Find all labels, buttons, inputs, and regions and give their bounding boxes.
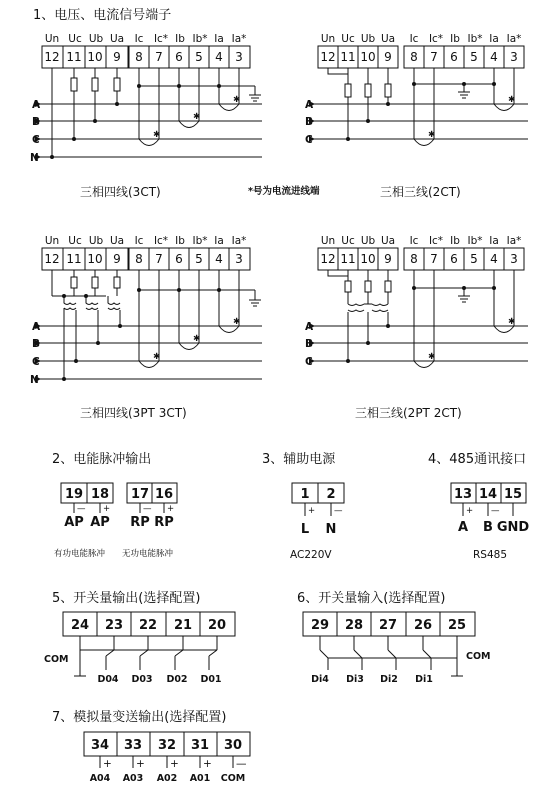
svg-text:7: 7 — [155, 50, 163, 64]
svg-text:C: C — [305, 356, 313, 368]
svg-text:11: 11 — [66, 252, 82, 266]
svg-text:Un: Un — [320, 235, 336, 247]
svg-text:27: 27 — [378, 618, 398, 633]
svg-text:+: + — [103, 504, 111, 514]
svg-text:12: 12 — [320, 50, 336, 64]
svg-text:15: 15 — [503, 487, 523, 502]
svg-text:Uc: Uc — [341, 33, 355, 45]
diagram-3p3w-2ct — [305, 33, 528, 146]
svg-text:8: 8 — [410, 50, 418, 64]
svg-text:Ia*: Ia* — [506, 235, 522, 247]
section1-title: 1、电压、电流信号端子 — [33, 8, 172, 23]
label-ub: Ub — [88, 33, 104, 45]
svg-text:A: A — [32, 321, 41, 333]
svg-text:✱: ✱ — [233, 317, 241, 327]
svg-text:Ia*: Ia* — [231, 33, 247, 45]
svg-text:B: B — [32, 338, 41, 350]
svg-text:Ia: Ia — [489, 235, 499, 247]
svg-text:4: 4 — [490, 252, 498, 266]
section4-title: 4、485通讯接口 — [428, 452, 527, 467]
svg-text:28: 28 — [344, 618, 364, 633]
svg-text:Ic: Ic — [409, 235, 419, 247]
svg-text:RP: RP — [154, 515, 174, 530]
section3-title: 3、辅助电源 — [262, 452, 336, 467]
svg-text:Ib: Ib — [175, 235, 185, 247]
svg-text:A04: A04 — [89, 773, 111, 784]
svg-text:10: 10 — [87, 252, 103, 266]
svg-text:5: 5 — [470, 50, 478, 64]
svg-text:7: 7 — [430, 252, 438, 266]
svg-text:Ua: Ua — [109, 235, 125, 247]
svg-text:7: 7 — [155, 252, 163, 266]
svg-text:✱: ✱ — [153, 130, 161, 140]
svg-text:Ia*: Ia* — [506, 33, 522, 45]
svg-text:Di2: Di2 — [380, 674, 398, 685]
svg-text:Ic*: Ic* — [153, 235, 169, 247]
svg-text:Ia*: Ia* — [231, 235, 247, 247]
section6-title: 6、开关量输入(选择配置) — [297, 591, 446, 606]
svg-text:20: 20 — [207, 618, 227, 633]
svg-text:B: B — [483, 520, 493, 535]
svg-text:N: N — [325, 522, 337, 537]
svg-text:8: 8 — [135, 252, 143, 266]
svg-text:11: 11 — [340, 50, 356, 64]
caption-reactive-pulse: 无功电能脉冲 — [122, 549, 174, 559]
svg-text:Ib*: Ib* — [192, 235, 208, 247]
svg-text:D01: D01 — [200, 674, 222, 685]
section2-title: 2、电能脉冲输出 — [52, 452, 152, 467]
label-un: Un — [44, 33, 60, 45]
svg-text:✱: ✱ — [233, 95, 241, 105]
svg-text:25: 25 — [447, 618, 467, 633]
svg-text:✱: ✱ — [153, 352, 161, 362]
svg-text:Ub: Ub — [360, 33, 376, 45]
svg-text:9: 9 — [384, 50, 392, 64]
label-uc: Uc — [68, 33, 82, 45]
svg-text:12: 12 — [44, 252, 60, 266]
svg-text:10: 10 — [360, 252, 376, 266]
svg-text:Ic: Ic — [134, 235, 144, 247]
svg-text:13: 13 — [453, 487, 473, 502]
caption-active-pulse: 有功电能脉冲 — [54, 549, 106, 559]
switch-input-block — [303, 612, 491, 685]
caption-ac220v: AC220V — [290, 549, 332, 561]
svg-text:—: — — [77, 504, 86, 514]
svg-text:✱: ✱ — [508, 95, 516, 105]
svg-text:4: 4 — [490, 50, 498, 64]
caption-3p4w-3ct: 三相四线(3CT) — [80, 185, 161, 199]
svg-text:Ic: Ic — [409, 33, 419, 45]
svg-text:2: 2 — [326, 487, 336, 502]
svg-text:Un: Un — [44, 235, 60, 247]
svg-text:D03: D03 — [131, 674, 153, 685]
svg-text:22: 22 — [138, 618, 158, 633]
svg-text:10: 10 — [360, 50, 376, 64]
svg-text:Un: Un — [320, 33, 336, 45]
svg-text:✱: ✱ — [193, 334, 201, 344]
svg-text:6: 6 — [450, 50, 458, 64]
caption-3p3w-2pt-2ct: 三相三线(2PT 2CT) — [355, 406, 462, 420]
svg-text:AP: AP — [64, 515, 84, 530]
svg-text:30: 30 — [223, 738, 243, 753]
svg-text:✱: ✱ — [193, 112, 201, 122]
svg-text:A03: A03 — [122, 773, 144, 784]
svg-text:Ib: Ib — [450, 235, 460, 247]
svg-text:Ic*: Ic* — [428, 33, 444, 45]
rs485-block — [451, 483, 529, 535]
caption-3p4w-3pt-3ct: 三相四线(3PT 3CT) — [80, 406, 187, 420]
svg-text:8: 8 — [135, 50, 143, 64]
svg-text:Di4: Di4 — [311, 674, 329, 685]
svg-text:4: 4 — [215, 50, 223, 64]
svg-text:16: 16 — [154, 487, 174, 502]
svg-text:GND: GND — [496, 520, 530, 535]
svg-text:+: + — [203, 758, 212, 770]
svg-text:5: 5 — [195, 252, 203, 266]
svg-text:8: 8 — [410, 252, 418, 266]
svg-text:Ua: Ua — [380, 235, 396, 247]
terminal-11: 11 — [66, 50, 82, 64]
analog-output-block — [84, 732, 250, 784]
svg-text:Ia: Ia — [489, 33, 499, 45]
svg-text:Ic: Ic — [134, 33, 144, 45]
svg-text:C: C — [32, 356, 40, 368]
svg-text:32: 32 — [157, 738, 177, 753]
label-ua: Ua — [109, 33, 125, 45]
svg-text:5: 5 — [470, 252, 478, 266]
svg-text:3: 3 — [510, 50, 518, 64]
svg-text:34: 34 — [90, 738, 110, 753]
svg-text:3: 3 — [235, 252, 243, 266]
svg-text:Uc: Uc — [341, 235, 355, 247]
line-label-a: A — [32, 99, 41, 111]
svg-text:1: 1 — [300, 487, 310, 502]
svg-text:7: 7 — [430, 50, 438, 64]
svg-text:C: C — [305, 134, 313, 146]
switch-output-block — [44, 612, 235, 685]
svg-text:N: N — [30, 374, 39, 386]
svg-text:Di1: Di1 — [415, 674, 433, 685]
svg-text:3: 3 — [510, 252, 518, 266]
svg-text:—: — — [236, 758, 247, 770]
svg-text:D02: D02 — [166, 674, 188, 685]
svg-text:+: + — [136, 758, 145, 770]
svg-text:A: A — [305, 99, 314, 111]
aux-power-block — [292, 483, 344, 537]
svg-text:Ic*: Ic* — [428, 235, 444, 247]
pulse-output-block — [61, 483, 177, 530]
svg-text:A01: A01 — [189, 773, 211, 784]
svg-text:Ib*: Ib* — [467, 235, 483, 247]
svg-text:—: — — [143, 504, 152, 514]
svg-text:24: 24 — [70, 618, 90, 633]
svg-text:Di3: Di3 — [346, 674, 364, 685]
svg-text:Ub: Ub — [360, 235, 376, 247]
svg-text:29: 29 — [310, 618, 330, 633]
svg-text:6: 6 — [450, 252, 458, 266]
svg-text:3: 3 — [235, 50, 243, 64]
svg-text:18: 18 — [90, 487, 110, 502]
do-com-label: COM — [44, 654, 69, 665]
svg-text:19: 19 — [64, 487, 84, 502]
svg-text:B: B — [305, 338, 314, 350]
diagram-3p4w-3ct — [30, 33, 262, 164]
svg-text:12: 12 — [320, 252, 336, 266]
svg-text:+: + — [103, 758, 112, 770]
svg-text:Ia: Ia — [214, 33, 224, 45]
svg-text:Ib*: Ib* — [467, 33, 483, 45]
svg-text:✱: ✱ — [508, 317, 516, 327]
svg-text:Ib*: Ib* — [192, 33, 208, 45]
svg-text:A: A — [457, 520, 469, 535]
svg-text:L: L — [300, 522, 310, 537]
caption-3p3w-2ct: 三相三线(2CT) — [380, 185, 461, 199]
svg-text:A02: A02 — [156, 773, 178, 784]
svg-text:✱: ✱ — [428, 352, 436, 362]
caption-rs485: RS485 — [473, 549, 508, 561]
svg-text:RP: RP — [130, 515, 150, 530]
svg-text:—: — — [334, 506, 343, 516]
svg-text:Ic*: Ic* — [153, 33, 169, 45]
svg-text:Ub: Ub — [88, 235, 104, 247]
svg-text:17: 17 — [130, 487, 150, 502]
svg-text:9: 9 — [113, 252, 121, 266]
diagram-3p4w-3pt-3ct — [30, 235, 262, 386]
svg-text:5: 5 — [195, 50, 203, 64]
svg-text:—: — — [491, 506, 500, 516]
svg-text:6: 6 — [175, 252, 183, 266]
star-note: *号为电流进线端 — [248, 186, 320, 197]
svg-text:23: 23 — [104, 618, 124, 633]
svg-text:+: + — [167, 504, 175, 514]
svg-text:Ua: Ua — [380, 33, 396, 45]
svg-text:D04: D04 — [97, 674, 119, 685]
svg-text:+: + — [170, 758, 179, 770]
svg-text:AP: AP — [90, 515, 110, 530]
line-label-b: B — [32, 116, 41, 128]
svg-text:Ib: Ib — [175, 33, 185, 45]
svg-text:33: 33 — [123, 738, 143, 753]
svg-text:Ia: Ia — [214, 235, 224, 247]
svg-text:✱: ✱ — [428, 130, 436, 140]
svg-text:B: B — [305, 116, 314, 128]
line-label-n: N — [30, 152, 39, 164]
svg-text:+: + — [466, 506, 474, 516]
svg-text:21: 21 — [173, 618, 193, 633]
svg-text:Ib: Ib — [450, 33, 460, 45]
svg-text:COM: COM — [220, 773, 246, 784]
current-terminal-labels — [135, 33, 247, 45]
line-label-c: C — [32, 134, 40, 146]
svg-text:4: 4 — [215, 252, 223, 266]
section5-title: 5、开关量输出(选择配置) — [52, 591, 201, 606]
svg-text:11: 11 — [340, 252, 356, 266]
section7-title: 7、模拟量变送输出(选择配置) — [52, 710, 227, 725]
terminal-10: 10 — [87, 50, 103, 64]
terminal-9: 9 — [113, 50, 121, 64]
svg-text:26: 26 — [413, 618, 433, 633]
svg-text:14: 14 — [478, 487, 498, 502]
voltage-terminal-labels — [45, 33, 124, 45]
diagram-3p3w-2pt-2ct — [305, 235, 528, 368]
svg-text:Uc: Uc — [68, 235, 82, 247]
svg-text:6: 6 — [175, 50, 183, 64]
svg-text:31: 31 — [190, 738, 210, 753]
svg-text:A: A — [305, 321, 314, 333]
svg-text:+: + — [308, 506, 316, 516]
terminal-12: 12 — [44, 50, 60, 64]
di-com-label: COM — [466, 651, 491, 662]
svg-text:9: 9 — [384, 252, 392, 266]
